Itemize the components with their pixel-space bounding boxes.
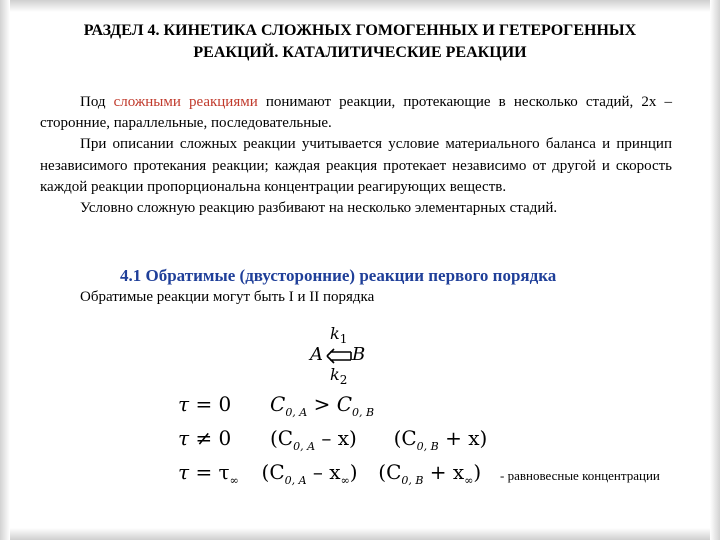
slide-frame-top — [0, 0, 720, 12]
reaction-scheme — [308, 324, 378, 388]
equilibrium-arrow-icon — [325, 346, 353, 366]
rate-constant-k2: $k_2$ — [330, 365, 348, 388]
slide-frame-left — [0, 0, 10, 540]
section-subheading: 4.1 Обратимые (двусторонние) реакции первого порядка — [120, 266, 557, 285]
title-line-1: РАЗДЕЛ 4. КИНЕТИКА СЛОЖНЫХ ГОМОГЕННЫХ И ГЕТЕРОГЕННЫХ — [83, 22, 637, 39]
slide-frame-bottom — [0, 528, 720, 540]
equation-row-1: τ = 0 $C_{0, A} > C_{0, B}$ — [178, 392, 375, 419]
term-complex-reactions: сложными реакциями — [113, 94, 258, 110]
rate-constant-k1: $k_1$ — [330, 324, 348, 347]
paragraph-2: При описании сложных реакции учитывается условие материального баланса и принцип независимого протекания реакции; каждая реакция протекает независимо от другой и скорость каждой реакции пропорциональна концентрации реагирующих веществ. — [40, 136, 672, 195]
reactant-a: A — [310, 344, 323, 365]
paragraph-3: Условно сложную реакцию разбивают на несколько элементарных стадий. — [80, 200, 558, 217]
equation-row-3: $\tau = \tau_\infty$ $(C_{0, A} - x_\infty) (C_{0, B} + x_\infty)$ — [178, 460, 482, 487]
paragraph-1-rest: понимают реакции, протекающие в несколько стадий, 2х – сторонние, параллельные, последовательные. — [40, 94, 672, 132]
equilibrium-note: - равновесные концентрации — [500, 468, 660, 483]
slide-frame-right — [710, 0, 720, 540]
equation-row-2: τ ≠ 0 $(C_{0, A} - x) (C_{0, B} + x)$ — [178, 426, 488, 453]
slide-title — [30, 20, 690, 64]
paragraph-1-prefix: Под — [80, 94, 114, 110]
paragraph-1 — [40, 92, 672, 134]
intro-line: Обратимые реакции могут быть I и II порядка — [80, 289, 375, 305]
product-b: B — [352, 344, 366, 365]
title-line-2: РЕАКЦИЙ. КАТАЛИТИЧЕСКИЕ РЕАКЦИИ — [193, 44, 527, 61]
body-text — [40, 92, 672, 219]
